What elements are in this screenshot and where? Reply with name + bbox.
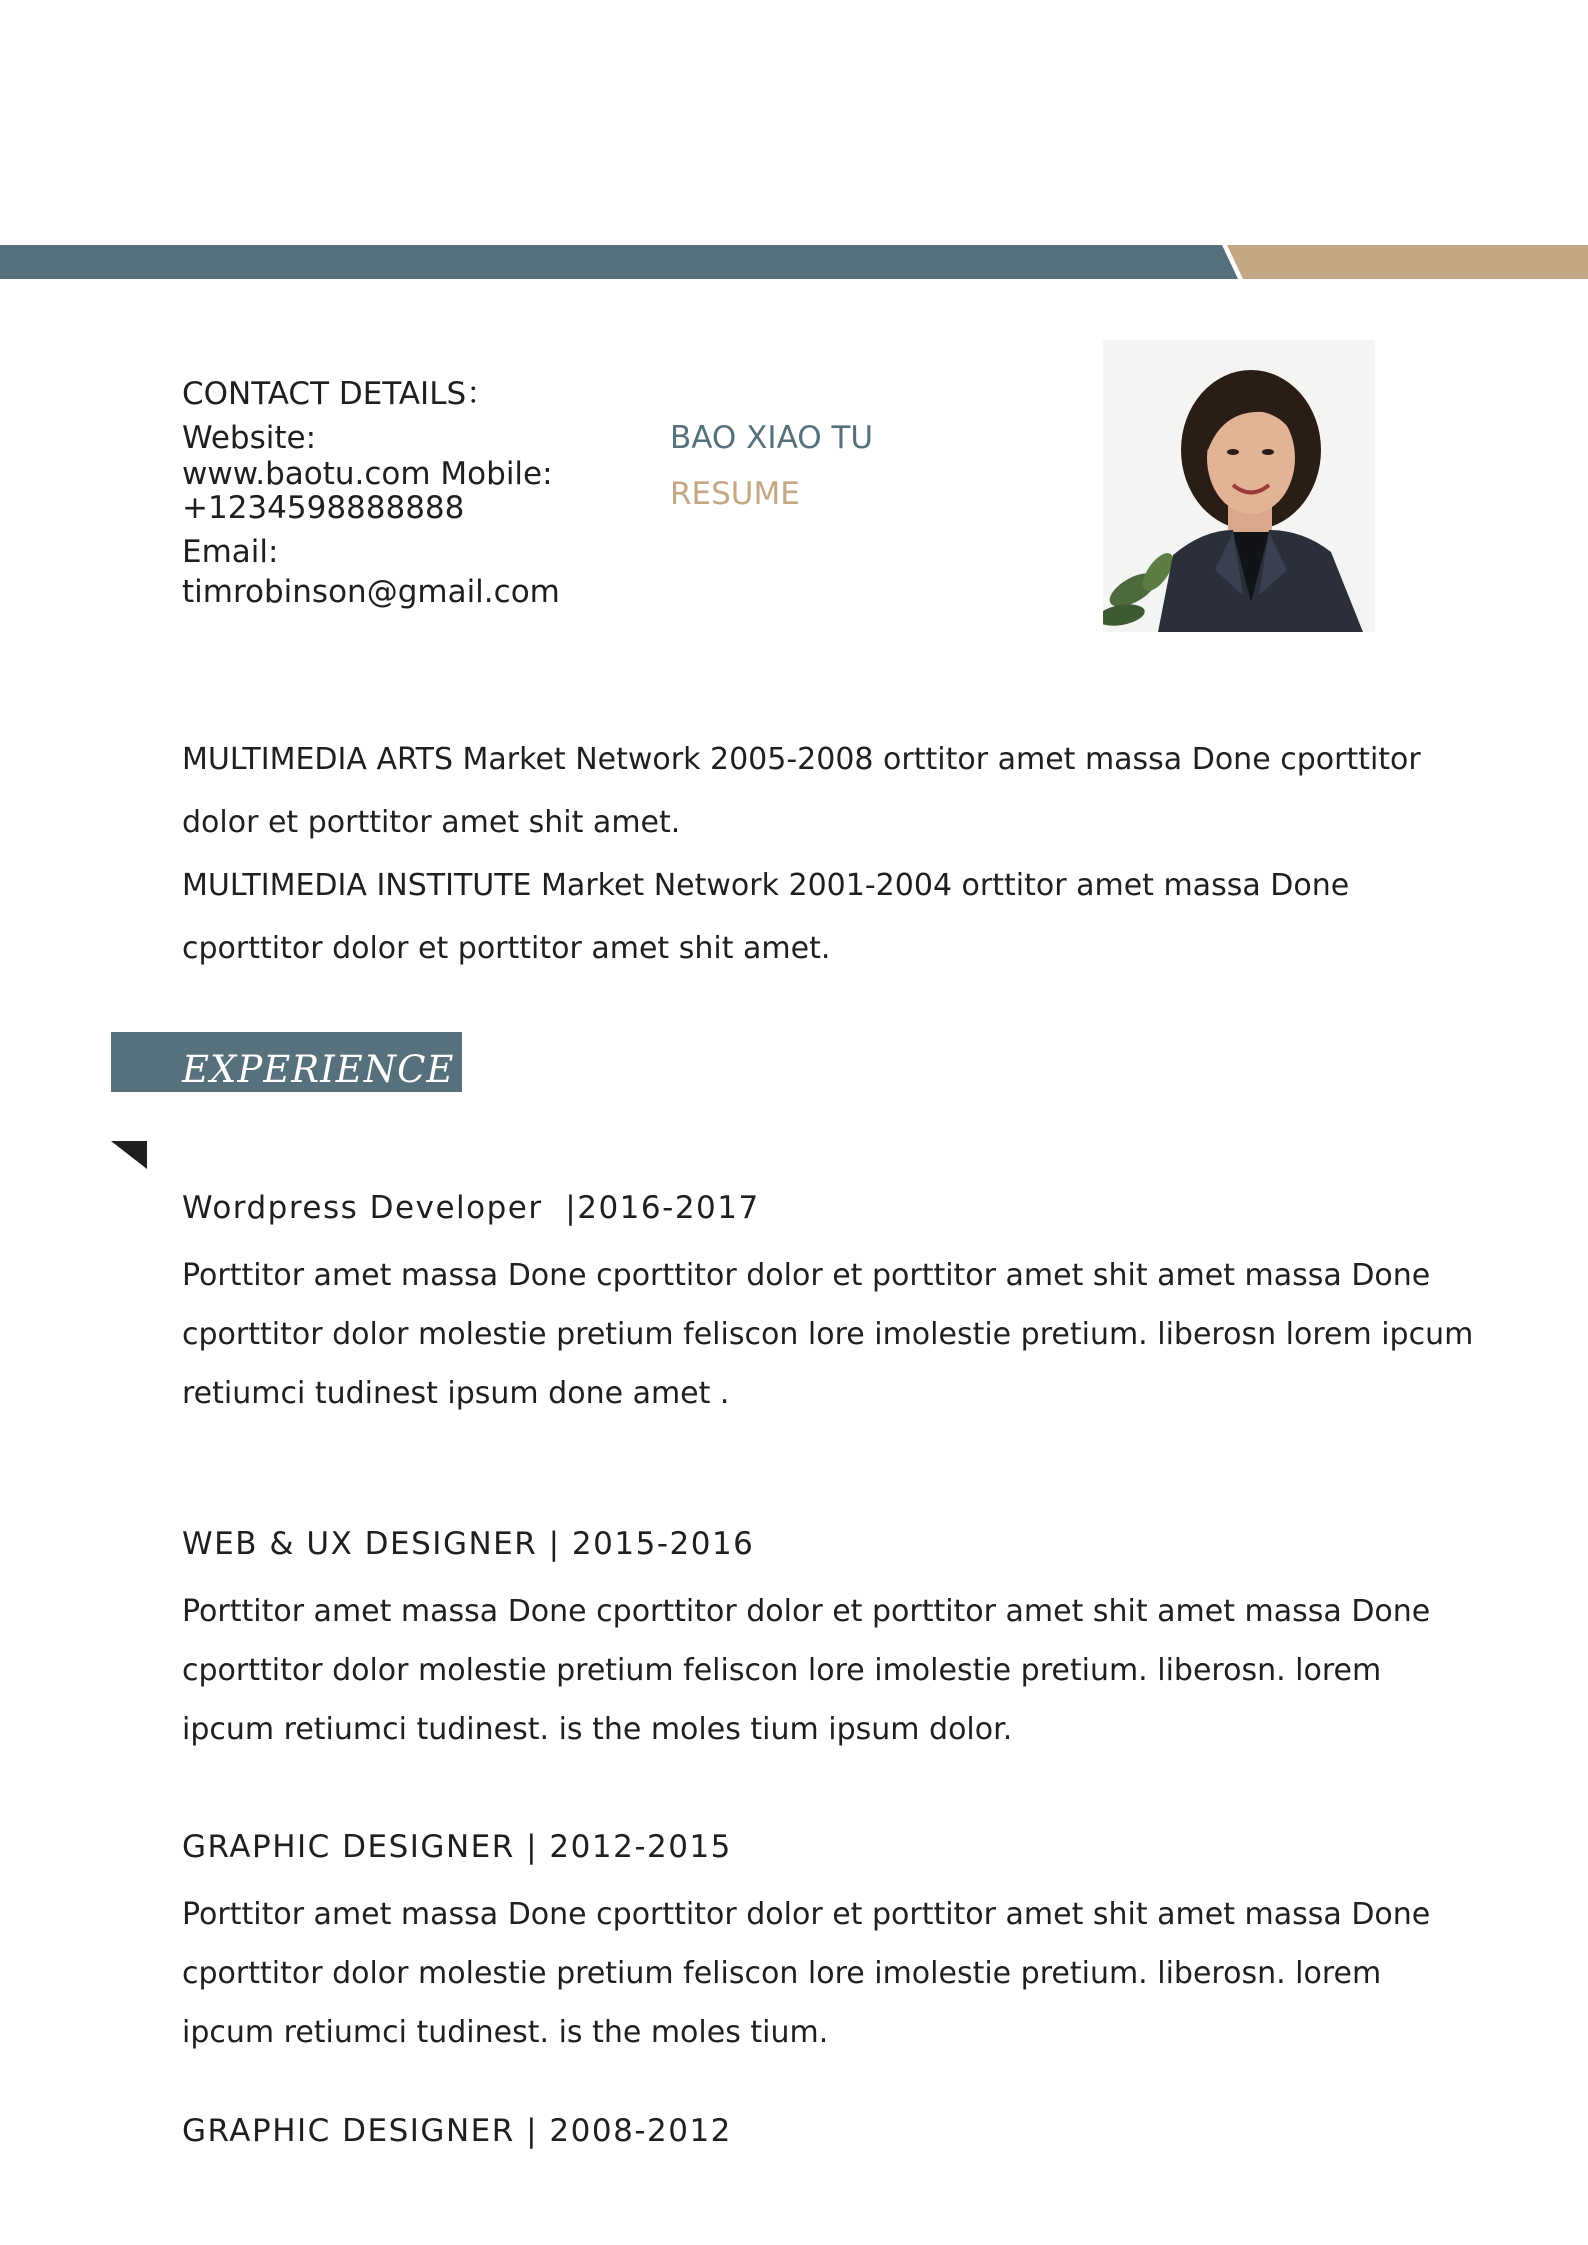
job-description: Porttitor amet massa Done cporttitor dolor et porttitor amet shit amet massa Done cporttitor dolor molestie pretium feliscon lore imolestie pretium. liberosn. lorem ipcum retiumci tudinest. is the moles tium ipsum dolor.: [182, 1594, 1431, 1747]
document-subtitle: RESUME: [670, 476, 800, 512]
contact-details: [182, 374, 662, 612]
contact-website-label: Website:: [182, 420, 317, 456]
job-title: Wordpress Developer |2016-2017: [182, 1190, 760, 1226]
experience-heading: EXPERIENCE: [182, 1048, 455, 1091]
education-section: [182, 728, 1462, 980]
contact-heading: CONTACT DETAILS：: [182, 376, 498, 412]
contact-phone: +1234598888888: [182, 490, 465, 526]
contact-email-label: Email:: [182, 534, 279, 570]
candidate-name: BAO XIAO TU: [670, 420, 874, 456]
job-description: Porttitor amet massa Done cporttitor dolor et porttitor amet shit amet massa Done cporttitor dolor molestie pretium feliscon lore imolestie pretium. liberosn. lorem ipcum retiumci tudinest. is the moles tium.: [182, 1897, 1431, 2050]
job-title: WEB & UX DESIGNER | 2015-2016: [182, 1526, 755, 1562]
header-band: [0, 245, 1588, 279]
job-entry: [182, 1188, 1482, 1423]
job-entry: [182, 1827, 1482, 2062]
contact-email: timrobinson@gmail.com: [182, 574, 560, 610]
name-block: [670, 418, 873, 514]
job-entry: [182, 2111, 1482, 2169]
experience-header: [111, 1032, 462, 1092]
job-title: GRAPHIC DESIGNER | 2008-2012: [182, 2113, 732, 2149]
profile-photo: [1103, 340, 1375, 632]
job-entry: [182, 1524, 1482, 1759]
education-entry: MULTIMEDIA ARTS Market Network 2005-2008 orttitor amet massa Done cporttitor dolor et porttitor amet shit amet.: [182, 742, 1421, 840]
education-entry: MULTIMEDIA INSTITUTE Market Network 2001-2004 orttitor amet massa Done cporttitor dolor et porttitor amet shit amet.: [182, 868, 1350, 966]
section-corner-icon: [111, 1141, 147, 1169]
contact-website-mobile: www.baotu.com Mobile:: [182, 456, 553, 492]
job-title: GRAPHIC DESIGNER | 2012-2015: [182, 1829, 732, 1865]
job-description: Porttitor amet massa Done cporttitor dolor et porttitor amet shit amet massa Done cporttitor dolor molestie pretium feliscon lore imolestie pretium. liberosn lorem ipcum retiumci tudinest ipsum done amet .: [182, 1258, 1474, 1411]
